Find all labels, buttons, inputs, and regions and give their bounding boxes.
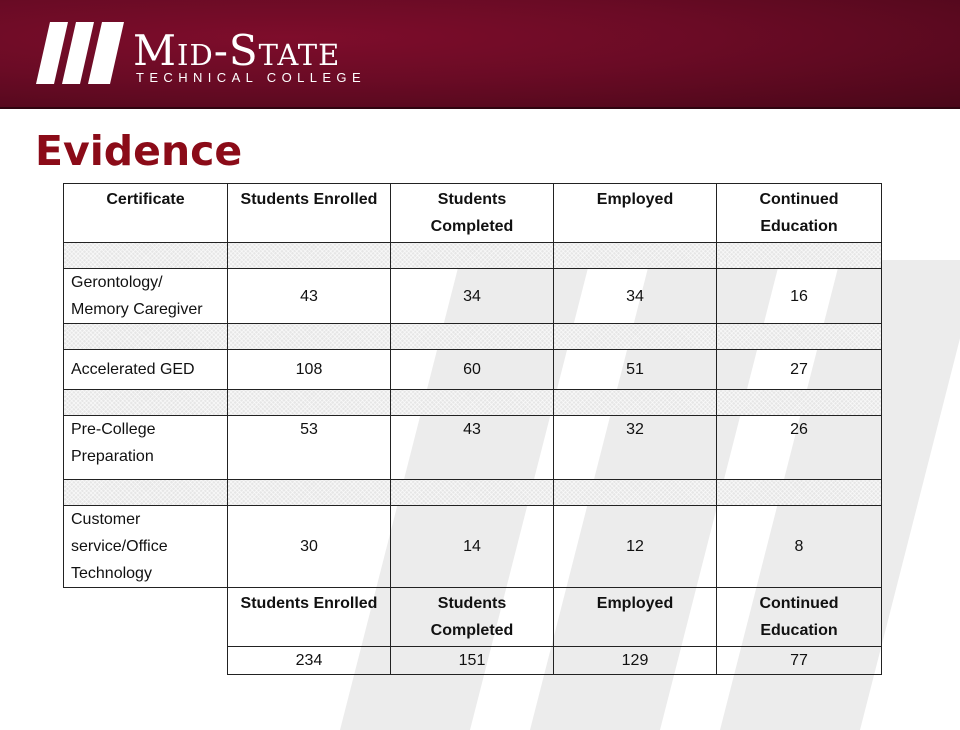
total-employed: 129 [554, 647, 717, 675]
column-header-completed: Students Completed [391, 184, 554, 243]
totals-header-employed: Employed [554, 588, 717, 647]
totals-header-row [64, 588, 882, 647]
table-row [64, 416, 882, 480]
totals-header-continued: Continued Education [717, 588, 882, 647]
evidence-table [63, 183, 882, 675]
totals-header-completed: Students Completed [391, 588, 554, 647]
total-enrolled: 234 [228, 647, 391, 675]
mid-state-logo-icon [36, 22, 124, 84]
cell-certificate: Customer service/Office Technology [64, 506, 228, 588]
table-row [64, 350, 882, 390]
column-header-enrolled: Students Enrolled [228, 184, 391, 243]
cell-enrolled: 43 [228, 269, 391, 324]
table-row [64, 506, 882, 588]
cell-continued: 27 [717, 350, 882, 390]
page-title: Evidence [35, 127, 243, 175]
column-header-continued: Continued Education [717, 184, 882, 243]
totals-row [64, 647, 882, 675]
cell-enrolled: 30 [228, 506, 391, 588]
header-banner [0, 0, 960, 107]
cell-completed: 43 [391, 416, 554, 480]
cell-completed: 60 [391, 350, 554, 390]
cell-completed: 34 [391, 269, 554, 324]
total-completed: 151 [391, 647, 554, 675]
cell-continued: 8 [717, 506, 882, 588]
empty-cell [64, 588, 228, 647]
cell-continued: 16 [717, 269, 882, 324]
column-header-employed: Employed [554, 184, 717, 243]
totals-header-enrolled: Students Enrolled [228, 588, 391, 647]
table-spacer-row [64, 324, 882, 350]
table-spacer-row [64, 390, 882, 416]
cell-completed: 14 [391, 506, 554, 588]
total-continued: 77 [717, 647, 882, 675]
cell-certificate: Pre-College Preparation [64, 416, 228, 480]
brand-name: Mid-State [133, 26, 341, 75]
table-header-row [64, 184, 882, 243]
table-spacer-row [64, 480, 882, 506]
table-row [64, 269, 882, 324]
column-header-certificate: Certificate [64, 184, 228, 243]
cell-enrolled: 108 [228, 350, 391, 390]
empty-cell [64, 647, 228, 675]
cell-employed: 32 [554, 416, 717, 480]
cell-employed: 34 [554, 269, 717, 324]
banner-divider [0, 107, 960, 109]
cell-certificate: Gerontology/ Memory Caregiver [64, 269, 228, 324]
cell-employed: 51 [554, 350, 717, 390]
cell-enrolled: 53 [228, 416, 391, 480]
brand-subtitle: TECHNICAL COLLEGE [136, 70, 367, 85]
cell-employed: 12 [554, 506, 717, 588]
cell-certificate: Accelerated GED [64, 350, 228, 390]
cell-continued: 26 [717, 416, 882, 480]
table-spacer-row [64, 243, 882, 269]
